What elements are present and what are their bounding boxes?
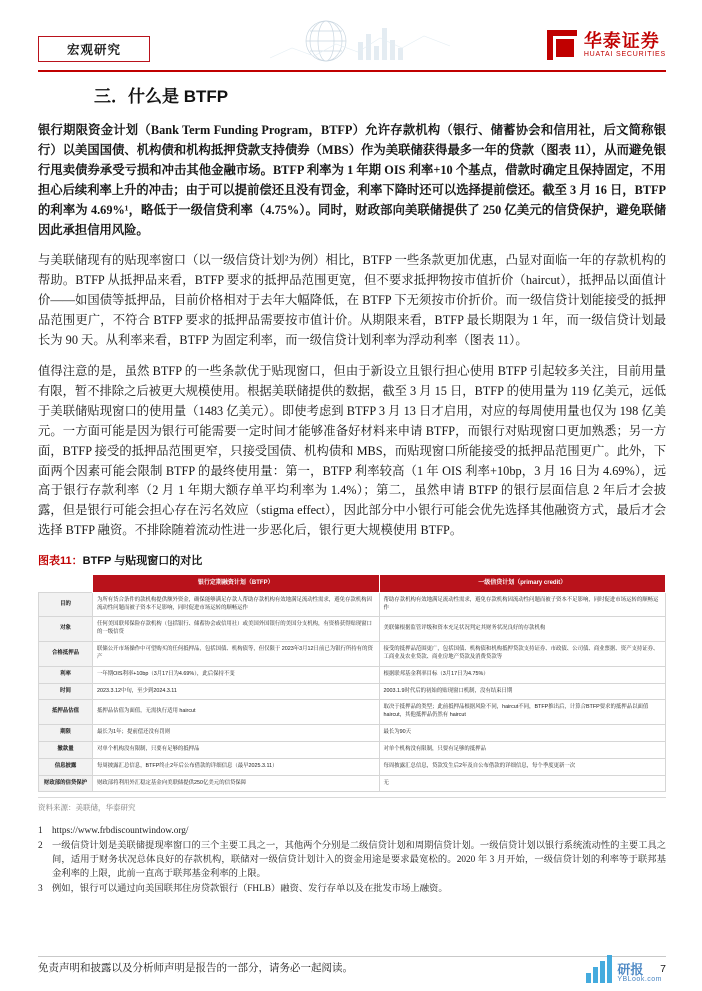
page-number: 7 [660,963,666,975]
cell-btfp: 财政部将利用外汇稳定基金向美联储提供250亿美元的信贷保障 [93,775,380,792]
report-category-tab: 宏观研究 [38,36,150,62]
cell-btfp: 2023.3.12中旬，至少到2024.3.11 [93,683,380,700]
exhibit-source: 资料来源：美联储，华泰研究 [38,797,666,813]
row-label: 目的 [39,592,93,617]
cell-btfp: 对单个机构没有限制，只要有足够的抵押品 [93,741,380,758]
cell-primary: 每周披露汇总信息，贷款发生后2年及自公布借款的详细信息，每个季度更新一次 [379,758,666,775]
paragraph-3: 值得注意的是，虽然 BTFP 的一些条款优于贴现窗口，但由于新设立且银行担心使用 BTFP 引起较多关注，目前用量有限，暂不排除之后被更大规模使用。根据美联储提供的数据，截至 3 月 15 日，BTFP 的使用量为 119 亿美元，远低于美联储贴现窗口的使用量（1483 亿美元）。即使考虑到 BTFP 3 月 13 日才启用，对应的每周使用量也仅为 198 亿美元。一方面可能是因为银行可能需要一定时间才能够准备好材料来申请 BTFP，而银行对贴现窗口更加熟悉；另一方面，BTFP 接受的抵押品范围更窄，只接受国债、机构债和 MBS，而贴现窗口所能接受的抵押品范围更广。此外，下面两个因素可能会限制 BTFP 的最终使用量：第一，BTFP 利率较高（1 年 OIS 利率+10bp，3 月 16 日为 4.69%），远高于银行存款利率（2 月 1 年期大额存单平均利率为 1.4%）；第二，虽然申请 BTFP 的银行层面信息 2 年后才会披露，但是银行可能会担心存在污名效应（stigma effect），因此部分中小银行可能会优先选择其他融资方式，最后才会选择 BTFP 融资。不排除随着流动性进一步恶化后，银行更大规模使用 BTFP。 [38,363,666,538]
paragraph-2: 与美联储现有的贴现率窗口（以一级信贷计划²为例）相比，BTFP 一些条款更加优惠，凸显对面临一年的存款机构的帮助。BTFP 从抵押品来看，BTFP 要求的抵押品范围更宽，但不要求抵押物按市值折价（haircut），抵押品以面值计价——如国债等抵押品，目前价格相对于去年大幅降低，在 BTFP 下无须按市价折价。而一级信贷计划能接受的抵押品范围更广，不符合 BTFP 要求的抵押品需要按市值计价。从期限来看，BTFP 最长期限为 1 年，而一级信贷计划最长为 90 天。从利率来看，BTFP 为固定利率，而一级信贷计划利率为浮动利率（图表 11）。 [38,253,666,348]
row-label: 财政部的信贷保护 [39,775,93,792]
cell-btfp: 抵押品估值为面值，无需执行适用 haircut [93,700,380,725]
exhibit-caption [38,552,666,568]
table-row [39,700,666,725]
footnote-text: 一级信贷计划是美联储提现率窗口的三个主要工具之一，其他两个分别是二级信贷计划和周期信贷计划。一级信贷计划以银行系统流动性的主要工具之间，适用于财务状况总体良好的存款机构，联储对一级信贷计划计入的资金用途是要求最宽松的。2020 年 3 月开始，一级信贷计划的利率等于联邦基金利率的上限，此前一直高于联邦基金利率的上限。 [52,841,666,880]
footer-disclaimer: 免责声明和披露以及分析师声明是报告的一部分，请务必一起阅读。 [38,963,353,974]
cell-primary: 帮助存款机构有效地满足流动性需求，避免存款机构因流动性问题而被子资本不足影响，同时促进市场运转的顺畅运作 [379,592,666,617]
table-row [39,775,666,792]
paragraph-1: 银行期限资金计划（Bank Term Funding Program，BTFP）允许存款机构（银行、储蓄协会和信用社，后文简称银行）以美国国债、机构债和机构抵押贷款支持债券（MBS）作为美联储获得最多一年的贷款（图表 11），从而避免银行甩卖债券承受亏损和冲击其他金融市场。BTFP 利率为 1 年期 OIS 利率+10 个基点，借款时确定且保持固定，不用担心后续利率上升的冲击；由于可以提前偿还且没有罚金，利率下降时还可以选择提前偿还。截至 3 月 16 日，BTFP 的利率为 4.69%¹，略低于一级信贷利率（4.75%）。同时，财政部向美联储提供了 250 亿美元的信贷保护，避免联储因此承担信用风险。 [38,123,666,237]
footnote-number: 2 [38,841,43,852]
header-divider [38,70,666,72]
row-label: 期限 [39,725,93,742]
footnote-text: https://www.frbdiscountwindow.org/ [52,826,189,837]
row-label: 利率 [39,666,93,683]
row-label: 合格抵押品 [39,642,93,667]
cell-primary: 接受的抵押品范围更广，包括国债、机构债和机构抵押贷款支持证券、市政债、公司债、商业票据、资产支持证券、工商业及农业贷款、商业房地产贷款及消费贷款等 [379,642,666,667]
cell-primary: 根据联邦基金利率目标（3月17日为4.75%） [379,666,666,683]
cell-btfp: 任何美国联邦保险存款机构（包括银行、储蓄协会或信用社）或美国外国银行的美国分支机构，有资格获得贴现窗口的一级信贷 [93,617,380,642]
row-label: 对象 [39,617,93,642]
cell-btfp: 联储公开市场操作中可望购买的任何抵押品，包括国债、机构债等，但仅限于 2023年3月12日前已为银行所持有的资产 [93,642,380,667]
company-logo [547,30,666,60]
table-row [39,617,666,642]
footnote-text: 例如，银行可以通过向美国联邦住房贷款银行（FHLB）融资、发行存单以及在批发市场上融资。 [52,884,448,895]
logo-text-cn: 华泰证券 [583,31,660,52]
watermark-bars-icon [586,955,612,983]
footnotes [38,825,666,897]
cell-primary: 2003.1.9时代后的初始的贴现窗口机制，没有结束日期 [379,683,666,700]
table-col-header-primary: 一级信贷计划（primary credit） [379,575,666,593]
table-corner-cell [39,575,93,593]
page-content [38,82,666,898]
comparison-table [38,574,666,792]
cell-primary: 最长为90天 [379,725,666,742]
footnote-item [38,883,666,897]
footnote-item [38,825,666,839]
table-row [39,666,666,683]
row-label: 撤款量 [39,741,93,758]
watermark-text-cn: 研报 [617,962,644,977]
footer-divider [38,956,666,957]
footnote-number: 1 [38,826,43,837]
cell-primary: 无 [379,775,666,792]
cell-btfp: 最长为1年；提前偿还没有罚则 [93,725,380,742]
cell-primary: 美联储根据监管评级和资本充足状况判定其财务状况良好的存款机构 [379,617,666,642]
section-title: 三．什么是 BTFP [94,87,229,106]
table-row [39,725,666,742]
row-label: 时间 [39,683,93,700]
table-row [39,683,666,700]
table-col-header-btfp: 银行定期融资计划（BTFP） [93,575,380,593]
cell-btfp: 一年期OIS利率+10bp（3月17日为4.69%），此后保持不变 [93,666,380,683]
watermark-text-en: YBLook.com [617,976,662,983]
cell-btfp: 为所有货合条件的款机构提供额外资金，确保能够满足存款人帮助存款机构有效地满足流动性需求，避免存款机构因流动性问题而被子资本不足影响，同时促进市场运转的顺畅运作 [93,592,380,617]
table-row [39,741,666,758]
table-row [39,592,666,617]
cell-btfp: 每周披露汇总信息，BTFP终止2年后公布借款的详细信息（最早2025.3.11） [93,758,380,775]
footnote-number: 3 [38,884,43,895]
footnote-item [38,840,666,882]
logo-text-en: HUATAI SECURITIES [583,50,666,58]
watermark [586,955,662,983]
exhibit-label: 图表11： [38,555,83,568]
cell-primary: 对单个机构没有限制，只要有足够的抵押品 [379,741,666,758]
globe-decoration-icon [270,18,450,64]
logo-mark-icon [547,30,577,60]
table-row [39,642,666,667]
exhibit-caption-text: BTFP 与贴现窗口的对比 [82,555,203,568]
cell-primary: 取决于抵押品的类型；此前抵押品根据风险不同，haircut不同，BTFP推出后，计算合BTFP要求的抵押品以面值 haircut，其他抵押品仍然有 haircut [379,700,666,725]
table-header-row [39,575,666,593]
row-label: 信息披露 [39,758,93,775]
row-label: 抵押品估值 [39,700,93,725]
table-row [39,758,666,775]
page-header [0,0,702,72]
